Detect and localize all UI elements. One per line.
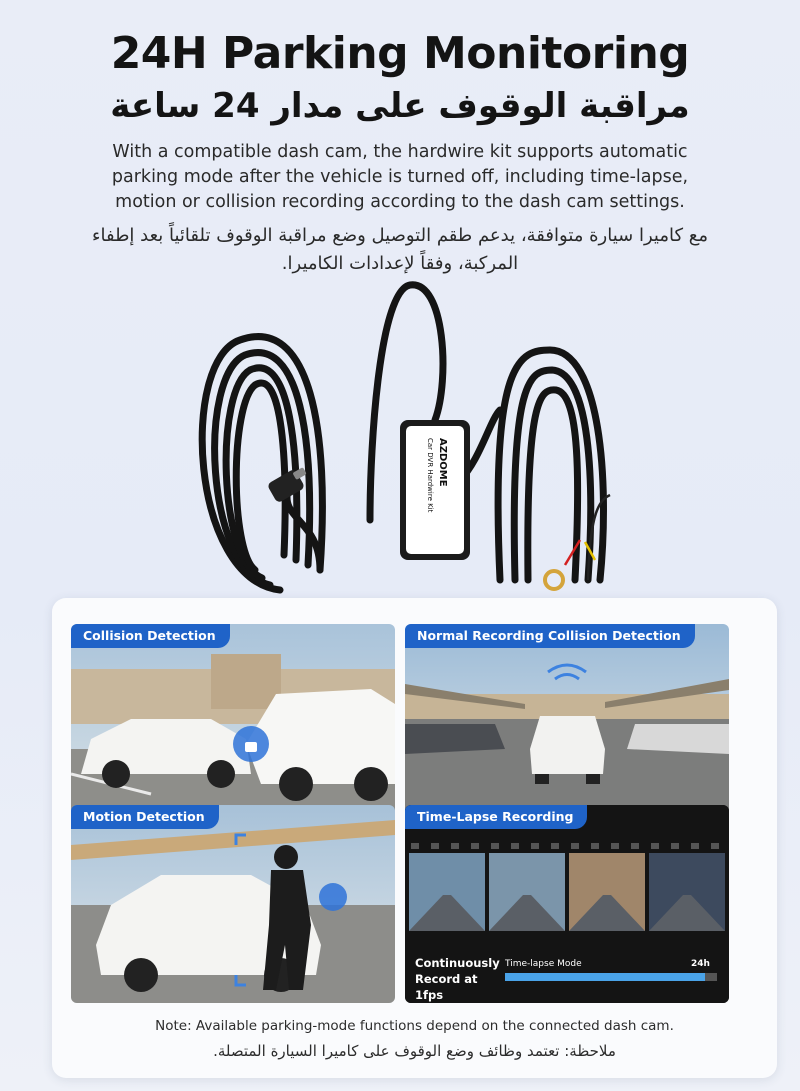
page-title-arabic: مراقبة الوقوف على مدار 24 ساعة [110, 86, 690, 126]
footer-note-arabic: ملاحظة: تعتمد وظائف وضع الوقوف على كاميرا السيارة المتصلة. [213, 1042, 616, 1060]
time-lapse-duration: 24h [691, 959, 710, 969]
motion-scene [71, 805, 395, 1003]
mode-label-collision: Collision Detection [71, 624, 230, 648]
product-model: Car DVR Hardwire Kit [426, 438, 434, 513]
left-cable-coil [202, 337, 322, 590]
mode-label-time-lapse: Time-Lapse Recording [405, 805, 587, 829]
footer-note: Note: Available parking-mode functions depend on the connected dash cam. [155, 1018, 674, 1034]
description: With a compatible dash cam, the hardwire kit supports automatic parking mode after the vehicle is turned off, including time-lapse, motion or collision recording according to the dash cam settings. [111, 142, 689, 212]
collision-scene [71, 624, 395, 822]
collision-detection-card [71, 624, 395, 822]
ring-terminal [545, 571, 563, 589]
description-arabic: مع كاميرا سيارة متوافقة، يدعم طقم التوصيل وضع مراقبة الوقوف تلقائياً بعد إطفاء المركبة، وفقاً لإعدادات الكاميرا. [92, 225, 708, 274]
time-lapse-mode-label: Time-lapse Mode [505, 959, 582, 969]
modes-panel [52, 598, 777, 1078]
page-title: 24H Parking Monitoring [110, 28, 690, 79]
time-lapse-caption: Continuously Record at 1fps [415, 956, 500, 1002]
mode-label-motion: Motion Detection [71, 805, 219, 829]
time-lapse-card [405, 805, 729, 1003]
product-brand: AZDOME [437, 438, 448, 487]
normal-recording-card [405, 624, 729, 822]
normal-recording-scene [405, 624, 729, 822]
mode-label-normal-recording: Normal Recording Collision Detection [405, 624, 695, 648]
motion-detection-card [71, 805, 395, 1003]
hardwire-kit-illustration [170, 280, 640, 600]
